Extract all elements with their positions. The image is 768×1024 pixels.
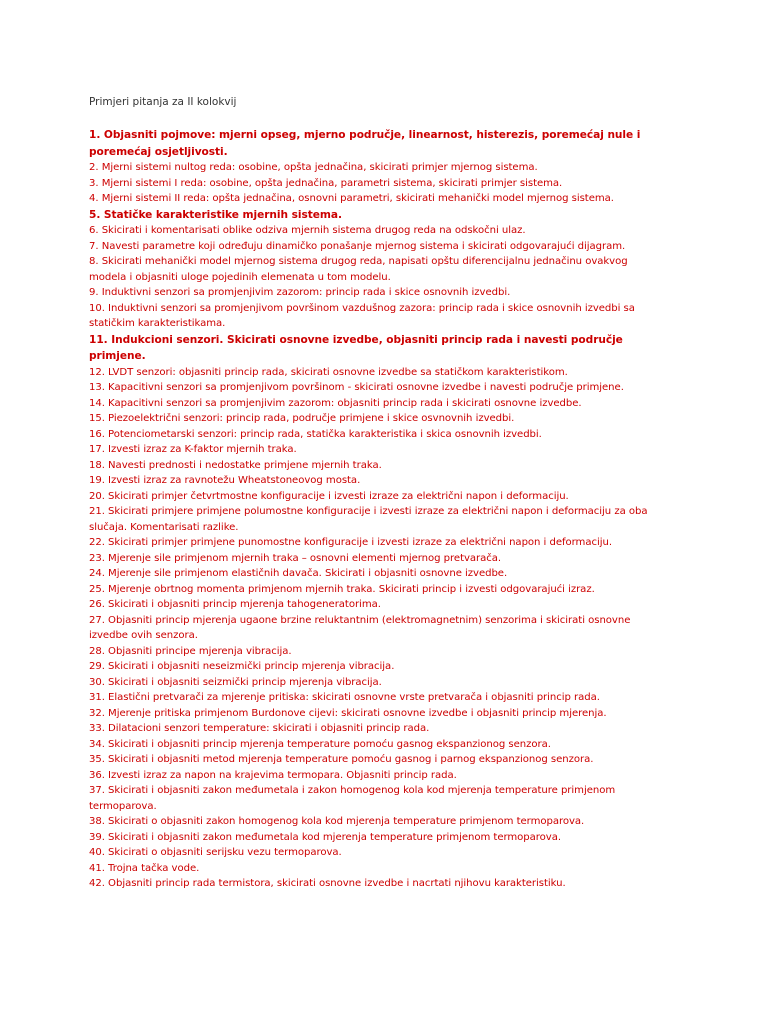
question-item: 9. Induktivni senzori sa promjenjivim zazorom: princip rada i skice osnovnih izvedbi. [89,287,511,298]
question-item: 16. Potenciometarski senzori: princip rada, statička karakteristika i skica osnovnih izvedbi. [89,428,542,440]
question-item: 22. Skicirati primjer primjene punomostne konfiguracije i izvesti izraze za električni napon i deformaciju. [89,537,612,548]
question-item: 41. Trojna tačka vode. [89,862,200,874]
question-item: 32. Mjerenje pritiska primjenom Burdonove cijevi: skicirati osnovne izvedbe i objasniti princip mjerenja. [89,707,607,719]
question-item: 40. Skicirati o objasniti serijsku vezu termoparova. [89,847,342,858]
question-item: 4. Mjerni sistemi II reda: opšta jednačina, osnovni parametri, skicirati mehanički model mjernog sistema. [89,193,614,204]
question-item: 13. Kapacitivni senzori sa promjenjivom površinom - skicirati osnovne izvedbe i navesti područje primjene. [89,382,624,393]
question-item: 15. Piezoelektrični senzori: princip rada, područje primjene i skice osvnovnih izvedbi. [89,413,515,424]
question-item: 20. Skicirati primjer četvrtmostne konfiguracije i izvesti izraze za električni napon i deformaciju. [89,490,569,502]
question-item: 8. Skicirati mehanički model mjernog sistema drugog reda, napisati opštu diferencijalnu jednačinu ovakvog modela i objasniti uloge pojedinih elemenata u tom modelu. [89,256,628,283]
document-page [89,95,649,892]
question-item: 26. Skicirati i objasniti princip mjerenja tahogeneratorima. [89,599,381,610]
question-item: 7. Navesti parametre koji određuju dinamičko ponašanje mjernog sistema i skicirati odgovarajući dijagram. [89,240,626,252]
question-item: 25. Mjerenje obrtnog momenta primjenom mjernih traka. Skicirati princip i izvesti odgovarajući izraz. [89,583,595,595]
question-item: 28. Objasniti principe mjerenja vibracija. [89,645,292,657]
question-item: 42. Objasniti princip rada termistora, skicirati osnovne izvedbe i nacrtati njihovu karakteristiku. [89,878,566,889]
question-item: 37. Skicirati i objasniti zakon međumetala i zakon homogenog kola kod mjerenja temperature primjenom termoparova. [89,785,616,812]
question-item: 33. Dilatacioni senzori temperature: skicirati i objasniti princip rada. [89,723,430,734]
question-item: 5. Statičke karakteristike mjernih sistema. [89,208,342,221]
question-item: 27. Objasniti princip mjerenja ugaone brzine reluktantnim (elektromagnetnim) senzorima i skicirati osnovne izvedbe ovih senzora. [89,614,631,641]
question-item: 19. Izvesti izraz za ravnotežu Wheatstoneovog mosta. [89,475,361,486]
question-item: 34. Skicirati i objasniti princip mjerenja temperature pomoću gasnog ekspanzionog senzora. [89,738,551,750]
question-item: 24. Mjerenje sile primjenom elastičnih davača. Skicirati i objasniti osnovne izvedbe. [89,568,508,579]
question-item: 3. Mjerni sistemi I reda: osobine, opšta jednačina, parametri sistema, skicirati primjer sistema. [89,177,563,189]
question-item: 2. Mjerni sistemi nultog reda: osobine, opšta jednačina, skicirati primjer mjernog sistema. [89,162,538,173]
question-item: 21. Skicirati primjere primjene polumostne konfiguracije i izvesti izraze za električni napon i deformaciju za oba slučaja. Komentarisati razlike. [89,506,648,533]
question-item: 14. Kapacitivni senzori sa promjenjivim zazorom: objasniti princip rada i skicirati osnovne izvedbe. [89,397,582,409]
question-item: 36. Izvesti izraz za napon na krajevima termopara. Objasniti princip rada. [89,769,457,781]
question-item: 29. Skicirati i objasniti neseizmički princip mjerenja vibracija. [89,661,395,672]
question-item: 1. Objasniti pojmove: mjerni opseg, mjerno područje, linearnost, histerezis, poremećaj nule i poremećaj osjetljivosti. [89,129,641,158]
question-item: 39. Skicirati i objasniti zakon međumetala kod mjerenja temperature primjenom termoparova. [89,831,562,843]
question-item: 17. Izvesti izraz za K-faktor mjernih traka. [89,444,297,455]
question-item: 35. Skicirati i objasniti metod mjerenja temperature pomoću gasnog i parnog ekspanzionog senzora. [89,754,594,765]
document-title: Primjeri pitanja za II kolokvij [89,96,237,108]
question-item: 38. Skicirati o objasniti zakon homogenog kola kod mjerenja temperature primjenom termoparova. [89,816,585,827]
question-item: 6. Skicirati i komentarisati oblike odziva mjernih sistema drugog reda na odskočni ulaz. [89,225,526,236]
question-item: 12. LVDT senzori: objasniti princip rada, skicirati osnovne izvedbe sa statičkom karakteristikom. [89,366,568,378]
question-item: 31. Elastični pretvarači za mjerenje pritiska: skicirati osnovne vrste pretvarača i objasniti princip rada. [89,692,600,703]
question-list [89,127,649,892]
question-item: 30. Skicirati i objasniti seizmički princip mjerenja vibracija. [89,676,382,688]
question-item: 10. Induktivni senzori sa promjenjivom površinom vazdušnog zazora: princip rada i skice osnovnih izvedbi sa statičkim karakteristikama. [89,302,635,329]
question-item: 18. Navesti prednosti i nedostatke primjene mjernih traka. [89,459,382,471]
question-item: 23. Mjerenje sile primjenom mjernih traka – osnovni elementi mjernog pretvarača. [89,552,502,564]
question-item: 11. Indukcioni senzori. Skicirati osnovne izvedbe, objasniti princip rada i navesti područje primjene. [89,333,623,362]
